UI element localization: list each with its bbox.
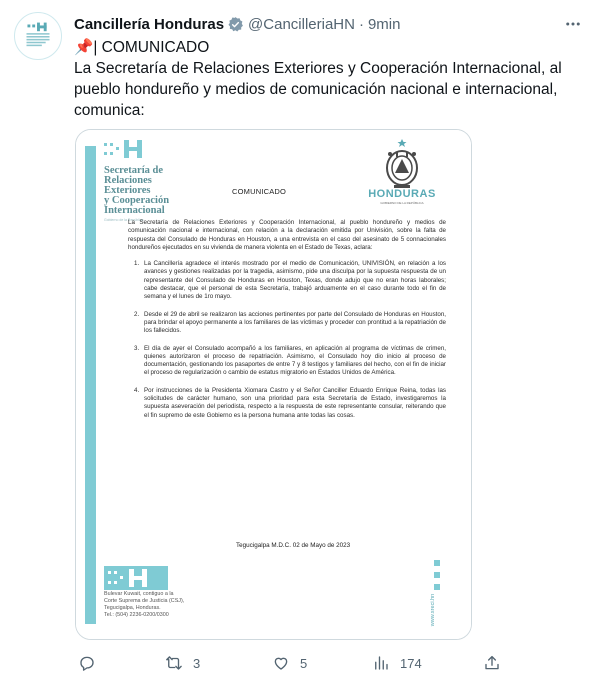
tweet-actions — [78, 652, 498, 674]
author-name[interactable]: Cancillería Honduras — [74, 15, 225, 33]
honduras-wordmark: HONDURAS — [368, 188, 436, 200]
item-number: 1. — [134, 260, 140, 268]
retweet-icon — [165, 654, 183, 672]
document-item — [128, 260, 446, 301]
footer-address — [104, 591, 184, 619]
views-count: 174 — [400, 655, 422, 671]
verified-badge-icon — [227, 16, 244, 33]
heart-icon — [272, 654, 290, 672]
tweet-text-line-3: pueblo hondureño y medios de comunicación nacional e internacional, — [74, 81, 558, 98]
views-button[interactable] — [372, 652, 422, 674]
tweet-time[interactable]: 9min — [367, 15, 401, 33]
honduras-government-logo — [362, 138, 442, 208]
document-date: Tegucigalpa M.D.C. 02 de Mayo de 2023 — [236, 542, 351, 549]
document-heading: COMUNICADO — [232, 187, 287, 196]
address-line: Bulevar Kuwait, contiguo a la — [104, 591, 174, 597]
h-mark-icon — [104, 140, 164, 164]
views-bar-chart-icon — [372, 654, 390, 672]
footer-h-mark-icon — [104, 566, 168, 590]
item-number: 2. — [134, 310, 140, 318]
address-line: Tel.: (504) 2236-0200/0300 — [104, 612, 169, 618]
share-button[interactable] — [483, 652, 501, 674]
item-text: Por instrucciones de la Presidenta Xiomara Castro y el Señor Canciller Eduardo Enrique Reina, todas las solicitudes de carácter humano, son una prioridad para esta Secretaría de Estado, investigaremos la supuesta aseveración del periodista, respecto a la respuesta de este representante consular, reiterando que el fin supremo de este Gobierno es la persona humana ante todas las cosas. — [144, 386, 446, 419]
document-side-stripe — [85, 146, 96, 624]
sreci-letterhead-logo — [104, 140, 224, 222]
share-icon — [483, 654, 501, 672]
reply-button[interactable] — [78, 652, 106, 674]
decorative-dots-icon — [433, 560, 441, 590]
avatar[interactable] — [14, 12, 62, 60]
tweet-text-line-4: comunica: — [74, 102, 145, 119]
reply-icon — [78, 654, 96, 672]
item-text: La Cancillería agradece el interés mostrado por el medio de Comunicación, UNIVISIÓN, en relación a los avances y gestiones realizadas por la tragedia, asimismo, pide una disculpa por la supuesta respuesta de un representante del Consulado de Honduras en Houston, Texas, donde adujo que no eran horas laborales; cabe destacar, que el personal de esta Secretaría, trabajó arduamente en el caso durante todo el fin de semana y el lunes de 1ro mayo. — [144, 260, 446, 301]
item-number: 3. — [134, 344, 140, 352]
item-number: 4. — [134, 386, 140, 394]
item-text: El día de ayer el Consulado acompañó a los familiares, en aplicación al programa de víctimas de crimen, quienes autorizaron el proceso de repatriación. Asimismo, el Consulado hoy dio inicio al proceso de documentación, gestionando los pasaportes de entre 7 y 8 testigos y familiares del hecho, con el fin de iniciar el proceso de regularización o cambio de estatus migratorio en Estados Unidos de América. — [144, 344, 446, 377]
document-body — [128, 219, 446, 429]
communique-document — [76, 130, 471, 639]
item-text: Desde el 29 de abril se realizaron las acciones pertinentes por parte del Consulado de Honduras en Houston, para brindar el apoyo permanente a los familiares de las víctimas y proceder con prontitud a la repatriación de los fallecidos. — [144, 310, 446, 335]
like-count: 5 — [300, 655, 308, 671]
like-button[interactable] — [272, 652, 307, 674]
author-handle[interactable]: @CancilleriaHN — [248, 15, 355, 33]
honduras-subtitle: GOBIERNO DE LA REPÚBLICA — [380, 201, 424, 205]
footer-url: www.sreci.hn — [430, 593, 437, 627]
retweet-count: 3 — [193, 655, 201, 671]
org-subtitle: Gobierno de la República — [104, 218, 144, 222]
sreci-logo-icon — [15, 13, 61, 59]
tweet-image[interactable] — [75, 129, 472, 640]
address-line: Tegucigalpa, Honduras. — [104, 605, 161, 611]
document-item — [128, 311, 446, 336]
more-dots-icon — [564, 15, 582, 33]
tweet-text — [74, 37, 589, 121]
org-name: Secretaría de Relaciones Exteriores y Cooperación Internacional — [104, 165, 170, 216]
tweet-text-line-1: 📌| COMUNICADO — [74, 39, 210, 56]
document-intro: La Secretaría de Relaciones Exteriores y Cooperación Internacional, al pueblo hondureño y medios de comunicación nacional e internacional, con relación a la declaración emitida por Univisión, sobre la falta de respuesta del Consulado de Honduras en Houston, a una entrevista en el caso del asesinato de 5 connacionales hondureños ejecutados en su vivienda de manera violenta en el Estado de Texas, aclara: — [128, 219, 446, 251]
document-item — [128, 345, 446, 378]
coat-of-arms-icon — [378, 138, 426, 190]
document-item — [128, 387, 446, 420]
retweet-button[interactable] — [165, 652, 200, 674]
tweet-text-line-2: La Secretaría de Relaciones Exteriores y Cooperación Internacional, al — [74, 60, 562, 77]
more-options-button[interactable] — [560, 14, 586, 34]
pushpin-emoji: 📌 — [74, 39, 94, 56]
separator-dot: · — [358, 15, 364, 33]
address-line: Corte Suprema de Justicia (CSJ), — [104, 598, 185, 604]
tweet-header — [74, 14, 400, 34]
